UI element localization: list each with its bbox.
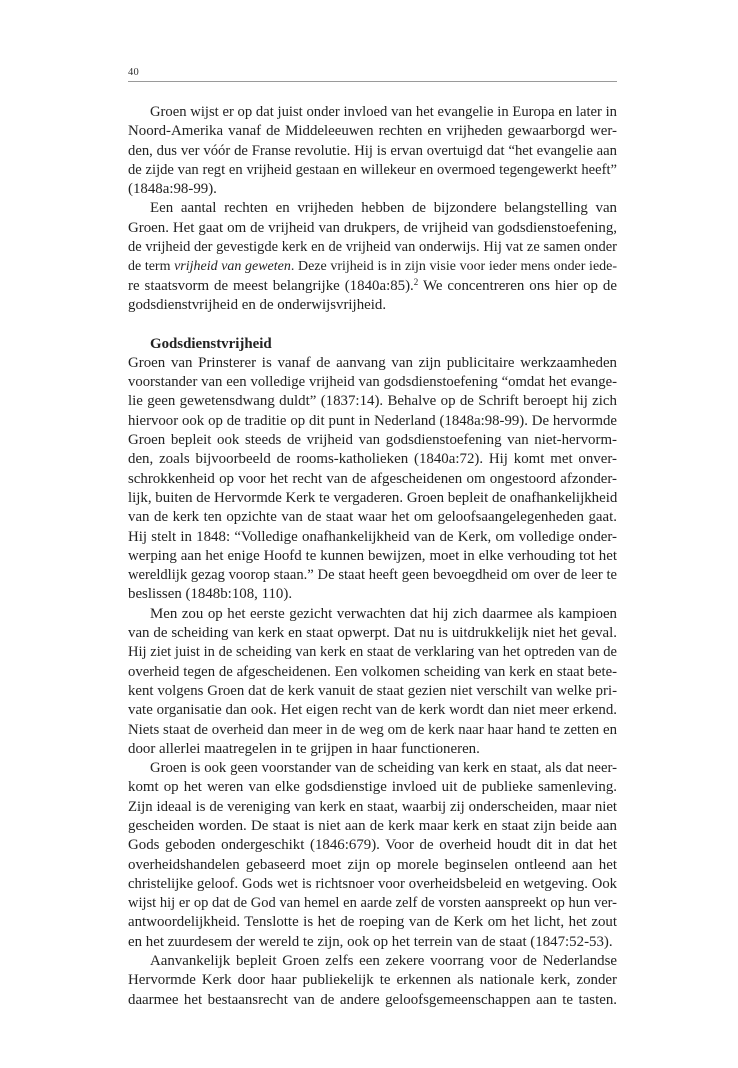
text-run: . Deze vrijheid is in zijn visie voor ieder mens onder iede- (290, 259, 617, 275)
text-line (128, 277, 617, 296)
text-line: van de scheiding van kerk en staat opwerpt. Dat nu is uitdrukkelijk niet het geval. (128, 625, 617, 642)
text-line: antwoordelijkheid. Tenslotte is het de roeping van de Kerk om het licht, het zout (128, 914, 617, 931)
text-line: Groen wijst er op dat juist onder invloed van het evangelie in Europa en later in (150, 104, 617, 120)
text-line (128, 257, 617, 276)
text-line: kent volgens Groen dat de kerk vanuit de staat gezien niet verschilt van welke pri- (128, 682, 617, 699)
text-line: Men zou op het eerste gezicht verwachten dat hij zich daarmee als kampioen (150, 605, 617, 622)
page-body (128, 103, 617, 1010)
text-line: voorstander van een volledige vrijheid van godsdienstoefening “omdat het evange- (128, 374, 617, 391)
text-line: Een aantal rechten en vrijheden hebben de bijzondere belangstelling van (150, 200, 617, 217)
text-line: daarmee het bestaansrecht van de andere geloofsgemeenschappen aan te tasten. (128, 991, 617, 1008)
text-line: Noord-Amerika vanaf de Middeleeuwen rechten en vrijheden gewaarborgd wer- (128, 123, 617, 140)
text-line: door allerlei maatregelen in te grijpen in haar functioneren. (128, 740, 480, 757)
text-line: wereldlijk gezag voorop staan.” De staat heeft geen bevoegdheid om over de leer te (128, 567, 617, 584)
text-line: Groen bepleit ook steeds de vrijheid van godsdienstoefening van niet-hervorm- (128, 432, 617, 449)
text-line: Groen. Het gaat om de vrijheid van drukpers, de vrijheid van godsdienstoefening, (128, 219, 617, 236)
text-line: gescheiden worden. De staat is niet aan de kerk maar kerk en staat zijn beide aan (128, 817, 617, 834)
page-number: 40 (128, 67, 140, 78)
text-line: werping aan het enige Hoofd te kunnen bewijzen, moet in elke verhouding tot het (128, 547, 617, 564)
text-line: Aanvankelijk bepleit Groen zelfs een zekere voorrang voor de Nederlandse (150, 953, 617, 970)
text-line: wijst hij er op dat de God van hemel en aarde zelf de vorsten aanspreekt op hun ver- (128, 895, 617, 912)
text-line: de vrijheid der gevestigde kerk en de vrijheid van onderwijs. Hij vat ze samen onder (128, 239, 617, 256)
text-line: en het zuurdesem der wereld te zijn, ook op het terrein van de staat (1847:52-53). (128, 933, 613, 950)
text-line: Hervormde Kerk door haar publiekelijk te erkennen als nationale kerk, zonder (128, 972, 617, 989)
text-line: Groen is ook geen voorstander van de scheiding van kerk en staat, als dat neer- (150, 760, 617, 777)
text-line: vate organisatie dan ook. Het eigen recht van de kerk wordt dan niet meer erkend. (128, 702, 617, 719)
text-line: Hij stelt in 1848: “Volledige onafhankelijkheid van de Kerk, om volledige onder- (128, 528, 617, 545)
text-line: lie geen gewetensdwang duldt” (1837:14). Behalve op de Schrift beroept hij zich (128, 393, 617, 410)
footnote-marker: 2 (413, 276, 419, 287)
paragraph (128, 354, 617, 605)
text-run: de term (128, 259, 175, 275)
paragraph (128, 199, 617, 315)
paragraph (128, 605, 617, 759)
text-line: Gods geboden ondergeschikt (1846:679). Voor de overheid houdt dit in dat het (128, 837, 617, 854)
italic-term: vrijheid van geweten (174, 259, 291, 275)
spacer (128, 315, 617, 334)
text-line: christelijke geloof. Gods wet is richtsnoer voor overheidsbeleid en wetgeving. Ook (128, 875, 617, 892)
paragraph (128, 952, 617, 1010)
text-run: re staatsvorm de meest belangrijke (1840a:85). (128, 277, 414, 294)
text-line: den, dus ver vóór de Franse revolutie. Hij is ervan overtuigd dat “het evangelie aan (128, 142, 617, 159)
text-line: (1848a:98-99). (128, 181, 217, 198)
text-line: beslissen (1848b:108, 110). (128, 586, 293, 603)
text-line: komt op het weren van elke godsdienstige invloed uit de publieke samenleving. (128, 779, 617, 796)
text-line: Hij ziet juist in de scheiding van kerk en staat de verklaring van het optreden van de (128, 644, 617, 661)
page-header (128, 63, 617, 82)
text-line: Groen van Prinsterer is vanaf de aanvang van zijn publicitaire werkzaamheden (128, 354, 617, 371)
paragraph (128, 759, 617, 952)
text-line: schrokkenheid op voor het recht van de afgescheidenen om ongestoord afzonder- (128, 470, 617, 487)
text-line: den, zoals bijvoorbeeld de rooms-katholieken (1840a:72). Hij komt met onver- (128, 451, 617, 468)
section-heading: Godsdienstvrijheid (150, 335, 272, 352)
text-line: lijk, buiten de Hervormde Kerk te vergaderen. Groen bepleit de onafhankelijkheid (128, 489, 618, 506)
text-line: Zijn ideaal is de vereniging van kerk en staat, waarbij zij onderscheiden, maar niet (128, 798, 617, 815)
text-line: van de kerk ten opzichte van de staat waar het om geloofsaangelegenheden gaat. (128, 509, 617, 526)
text-line: hiervoor ook op de traditie op dit punt in Nederland (1848a:98-99). De hervormde (128, 412, 617, 429)
text-line: godsdienstvrijheid en de onderwijsvrijheid. (128, 296, 387, 313)
text-line: Niets staat de overheid dan meer in de weg om de kerk naar haar hand te zetten en (128, 721, 617, 738)
text-run: We concentreren ons hier op de (418, 277, 617, 294)
text-line: overheidshandelen gebaseerd moet zijn op morele beginselen ontleend aan het (128, 856, 617, 873)
text-line: overheid tegen de afgescheidenen. Een volkomen scheiding van kerk en staat bete- (128, 663, 617, 680)
text-line: de zijde van regt en vrijheid gestaan en willekeur en overmoed tegengewerkt heeft” (128, 161, 617, 178)
paragraph (128, 103, 617, 199)
